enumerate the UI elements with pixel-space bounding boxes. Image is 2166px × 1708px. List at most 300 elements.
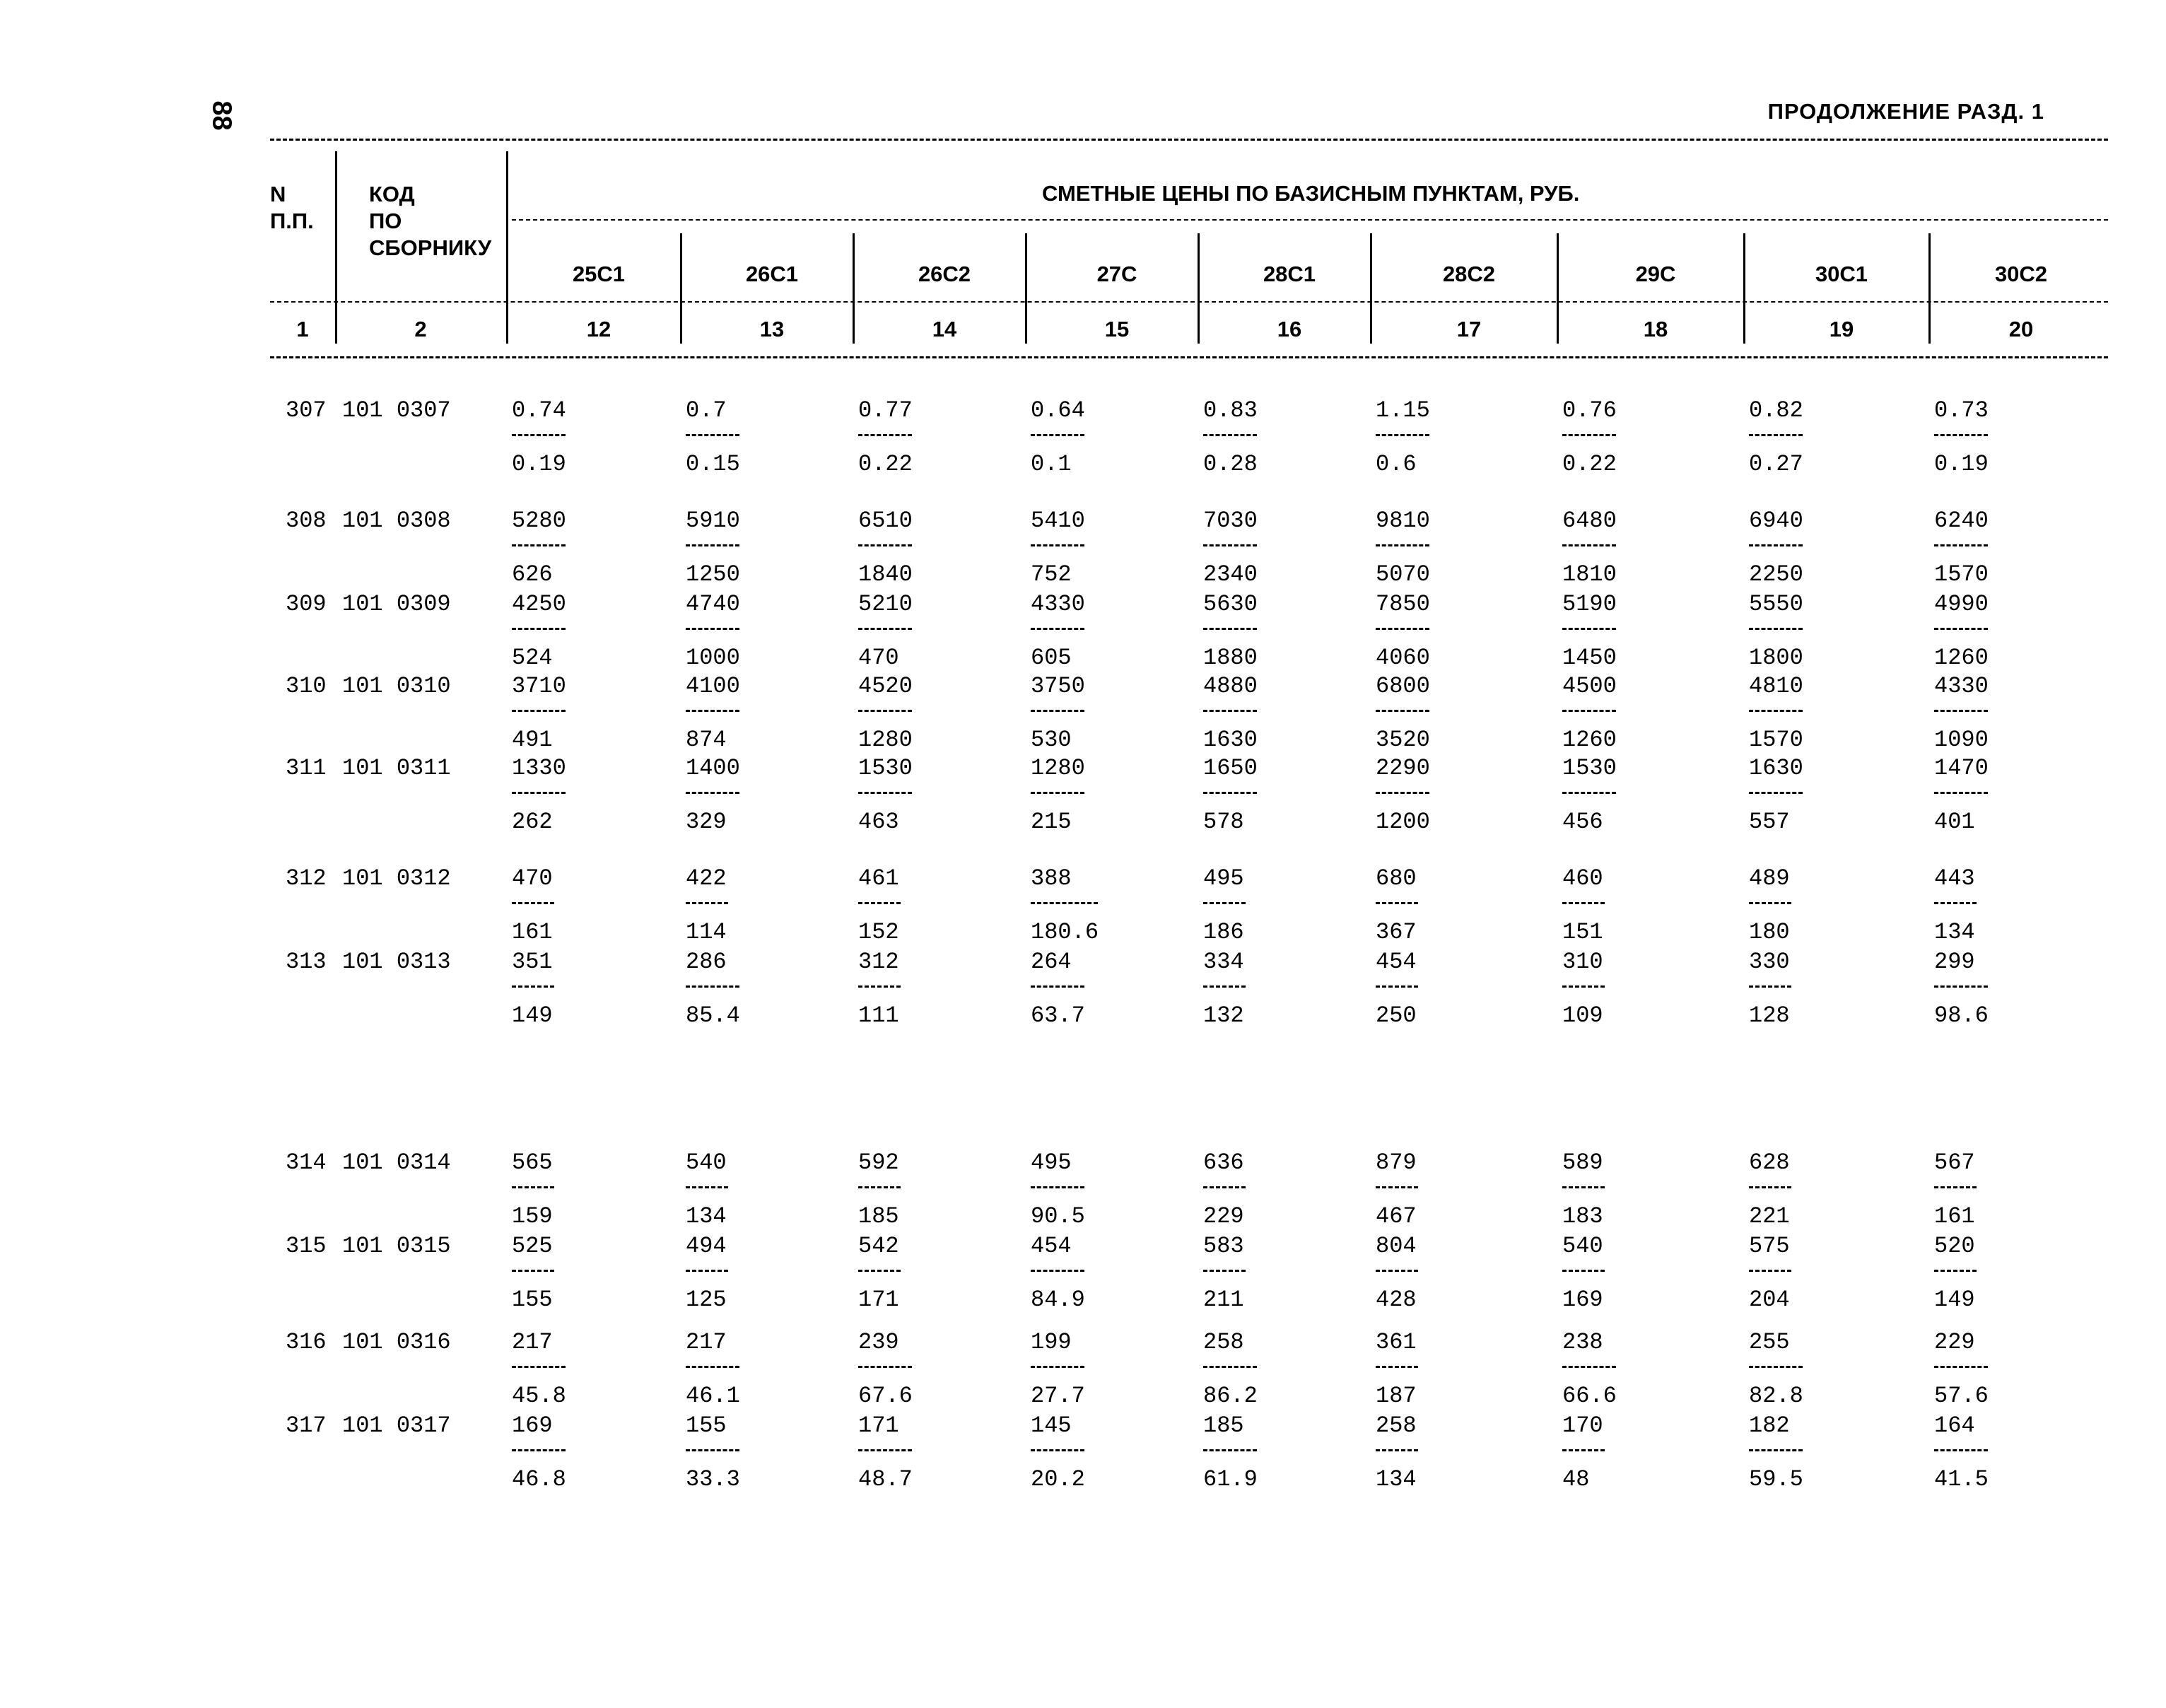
price-bottom: 46.1: [686, 1383, 740, 1409]
price-bottom: 134: [1934, 919, 1975, 945]
price-bottom: 1260: [1562, 727, 1617, 753]
fraction-line: [1376, 1186, 1418, 1188]
price-top: 470: [512, 865, 553, 891]
price-top: 217: [512, 1329, 553, 1355]
header-col-code-text: КОД ПО СБОРНИКУ: [369, 182, 492, 260]
price-top: 164: [1934, 1412, 1975, 1439]
price-bottom: 1810: [1562, 561, 1617, 587]
price-bottom: 149: [1934, 1287, 1975, 1313]
price-top: 4500: [1562, 673, 1617, 699]
header-point: 25С1: [572, 262, 626, 286]
row-code: 101 0310: [342, 673, 451, 699]
price-bottom: 84.9: [1031, 1287, 1085, 1313]
row-number: 317: [286, 1412, 327, 1439]
header-point: 30С1: [1815, 262, 1868, 286]
price-top: 4880: [1203, 673, 1258, 699]
price-bottom: 59.5: [1749, 1466, 1803, 1492]
row-code: 101 0317: [342, 1412, 451, 1439]
row-code: 101 0308: [342, 508, 451, 534]
fraction-line: [686, 1270, 728, 1272]
price-bottom: 1250: [686, 561, 740, 587]
fraction-line: [858, 434, 912, 436]
price-top: 4330: [1934, 673, 1989, 699]
fraction-line: [512, 544, 566, 546]
fraction-line: [1031, 1366, 1084, 1368]
price-top: 4740: [686, 591, 740, 617]
fraction-line: [686, 902, 728, 904]
row-number: 311: [286, 755, 327, 781]
price-top: 6940: [1749, 508, 1803, 534]
header-column-number: 12: [586, 317, 611, 341]
fraction-line: [1749, 1270, 1791, 1272]
price-top: 592: [858, 1150, 899, 1176]
price-top: 567: [1934, 1150, 1975, 1176]
price-bottom: 0.19: [512, 451, 566, 477]
price-top: 229: [1934, 1329, 1975, 1355]
price-bottom: 467: [1376, 1203, 1417, 1229]
price-bottom: 0.15: [686, 451, 740, 477]
price-top: 4100: [686, 673, 740, 699]
price-bottom: 530: [1031, 727, 1072, 753]
fraction-line: [858, 902, 901, 904]
fraction-line: [686, 1449, 739, 1451]
price-top: 804: [1376, 1233, 1417, 1259]
price-top: 680: [1376, 865, 1417, 891]
price-top: 5210: [858, 591, 913, 617]
fraction-line: [1031, 434, 1084, 436]
header-column-number: 19: [1829, 317, 1854, 341]
fraction-line: [686, 710, 739, 712]
price-bottom: 1090: [1934, 727, 1989, 753]
price-bottom: 114: [686, 919, 727, 945]
price-top: 565: [512, 1150, 553, 1176]
row-number: 310: [286, 673, 327, 699]
price-top: 238: [1562, 1329, 1603, 1355]
price-bottom: 215: [1031, 809, 1072, 835]
price-bottom: 1570: [1934, 561, 1989, 587]
price-bottom: 1630: [1203, 727, 1258, 753]
fraction-line: [1562, 902, 1605, 904]
price-bottom: 1880: [1203, 645, 1258, 671]
fraction-line: [1934, 1449, 1988, 1451]
price-top: 4990: [1934, 591, 1989, 617]
price-top: 1400: [686, 755, 740, 781]
fraction-line: [1934, 544, 1988, 546]
price-bottom: 161: [512, 919, 553, 945]
row-code: 101 0307: [342, 397, 451, 423]
fraction-line: [1749, 1186, 1791, 1188]
price-bottom: 0.1: [1031, 451, 1072, 477]
price-top: 4810: [1749, 673, 1803, 699]
price-top: 4330: [1031, 591, 1085, 617]
price-bottom: 0.22: [858, 451, 913, 477]
fraction-line: [858, 544, 912, 546]
prices-title-rule: [512, 219, 2108, 221]
row-code: 101 0311: [342, 755, 451, 781]
price-top: 217: [686, 1329, 727, 1355]
fraction-line: [1562, 710, 1616, 712]
price-bottom: 125: [686, 1287, 727, 1313]
price-top: 3750: [1031, 673, 1085, 699]
price-bottom: 2250: [1749, 561, 1803, 587]
fraction-line: [512, 434, 566, 436]
fraction-line: [1203, 544, 1257, 546]
price-bottom: 578: [1203, 809, 1244, 835]
fraction-line: [858, 628, 912, 630]
price-bottom: 169: [1562, 1287, 1603, 1313]
price-bottom: 98.6: [1934, 1002, 1989, 1029]
price-bottom: 0.6: [1376, 451, 1417, 477]
price-bottom: 524: [512, 645, 553, 671]
price-bottom: 45.8: [512, 1383, 566, 1409]
price-bottom: 41.5: [1934, 1466, 1989, 1492]
fraction-line: [1562, 544, 1616, 546]
price-top: 3710: [512, 673, 566, 699]
fraction-line: [1562, 1270, 1605, 1272]
row-number: 314: [286, 1150, 327, 1176]
price-top: 334: [1203, 949, 1244, 975]
fraction-line: [1031, 1449, 1084, 1451]
header-column-number: 17: [1456, 317, 1482, 341]
price-top: 5910: [686, 508, 740, 534]
price-bottom: 1280: [858, 727, 913, 753]
price-bottom: 161: [1934, 1203, 1975, 1229]
price-bottom: 61.9: [1203, 1466, 1258, 1492]
fraction-line: [858, 985, 901, 988]
price-top: 1530: [1562, 755, 1617, 781]
price-top: 351: [512, 949, 553, 975]
fraction-line: [1203, 985, 1246, 988]
price-top: 310: [1562, 949, 1603, 975]
price-bottom: 151: [1562, 919, 1603, 945]
price-top: 1650: [1203, 755, 1258, 781]
price-top: 494: [686, 1233, 727, 1259]
fraction-line: [1203, 1449, 1257, 1451]
fraction-line: [1203, 434, 1257, 436]
row-number: 308: [286, 508, 327, 534]
price-top: 879: [1376, 1150, 1417, 1176]
price-top: 1.15: [1376, 397, 1430, 423]
header-column-number: 18: [1643, 317, 1668, 341]
price-bottom: 211: [1203, 1287, 1244, 1313]
fraction-line: [1376, 902, 1418, 904]
fraction-line: [1031, 1186, 1084, 1188]
row-code: 101 0313: [342, 949, 451, 975]
price-top: 1280: [1031, 755, 1085, 781]
price-top: 525: [512, 1233, 553, 1259]
fraction-line: [1562, 1366, 1616, 1368]
header-column-number: 2: [414, 317, 427, 341]
price-bottom: 557: [1749, 809, 1790, 835]
price-top: 575: [1749, 1233, 1790, 1259]
price-top: 583: [1203, 1233, 1244, 1259]
header-column-number: 14: [932, 317, 957, 341]
price-bottom: 111: [858, 1002, 899, 1029]
price-bottom: 874: [686, 727, 727, 753]
price-top: 312: [858, 949, 899, 975]
header-col-n: [270, 181, 314, 235]
column-separator: [506, 151, 508, 344]
price-bottom: 90.5: [1031, 1203, 1085, 1229]
fraction-line: [686, 1186, 728, 1188]
price-top: 264: [1031, 949, 1072, 975]
price-bottom: 183: [1562, 1203, 1603, 1229]
fraction-line: [1934, 1186, 1977, 1188]
fraction-line: [686, 628, 739, 630]
header-point: 29С: [1635, 262, 1676, 286]
header-column-number: 13: [759, 317, 785, 341]
row-code: 101 0315: [342, 1233, 451, 1259]
price-top: 7030: [1203, 508, 1258, 534]
price-top: 628: [1749, 1150, 1790, 1176]
fraction-line: [1934, 628, 1988, 630]
header-point: 28С2: [1442, 262, 1496, 286]
header-point: 26С2: [918, 262, 971, 286]
price-top: 169: [512, 1412, 553, 1439]
price-top: 0.82: [1749, 397, 1803, 423]
fraction-line: [1203, 1366, 1257, 1368]
fraction-line: [512, 710, 566, 712]
price-top: 0.76: [1562, 397, 1617, 423]
price-bottom: 428: [1376, 1287, 1417, 1313]
fraction-line: [858, 710, 912, 712]
price-top: 299: [1934, 949, 1975, 975]
page-number: 88: [206, 100, 237, 131]
price-bottom: 27.7: [1031, 1383, 1085, 1409]
fraction-line: [686, 985, 739, 988]
row-code: 101 0314: [342, 1150, 451, 1176]
price-bottom: 149: [512, 1002, 553, 1029]
price-top: 1470: [1934, 755, 1989, 781]
price-top: 5630: [1203, 591, 1258, 617]
header-point: 27С: [1096, 262, 1137, 286]
fraction-line: [858, 1270, 901, 1272]
price-top: 589: [1562, 1150, 1603, 1176]
price-top: 0.7: [686, 397, 727, 423]
fraction-line: [1376, 544, 1429, 546]
fraction-line: [686, 544, 739, 546]
price-top: 443: [1934, 865, 1975, 891]
price-bottom: 152: [858, 919, 899, 945]
fraction-line: [1934, 1366, 1988, 1368]
price-bottom: 57.6: [1934, 1383, 1989, 1409]
fraction-line: [1203, 1186, 1246, 1188]
price-bottom: 46.8: [512, 1466, 566, 1492]
price-bottom: 262: [512, 809, 553, 835]
header-point: 28С1: [1263, 262, 1316, 286]
price-bottom: 1260: [1934, 645, 1989, 671]
price-bottom: 229: [1203, 1203, 1244, 1229]
price-bottom: 155: [512, 1287, 553, 1313]
fraction-line: [1749, 1366, 1803, 1368]
fraction-line: [1031, 902, 1098, 904]
row-code: 101 0312: [342, 865, 451, 891]
fraction-line: [512, 628, 566, 630]
price-bottom: 180: [1749, 919, 1790, 945]
header-top-rule: [270, 139, 2108, 141]
price-top: 388: [1031, 865, 1072, 891]
price-bottom: 48.7: [858, 1466, 913, 1492]
price-top: 7850: [1376, 591, 1430, 617]
price-bottom: 20.2: [1031, 1466, 1085, 1492]
header-column-number: 1: [296, 317, 309, 341]
fraction-line: [1562, 985, 1605, 988]
fraction-line: [1031, 710, 1084, 712]
row-code: 101 0309: [342, 591, 451, 617]
row-number: 307: [286, 397, 327, 423]
fraction-line: [1934, 1270, 1977, 1272]
row-number: 313: [286, 949, 327, 975]
fraction-line: [512, 1186, 554, 1188]
price-bottom: 180.6: [1031, 919, 1099, 945]
fraction-line: [1749, 1449, 1803, 1451]
price-bottom: 0.27: [1749, 451, 1803, 477]
price-top: 330: [1749, 949, 1790, 975]
fraction-line: [512, 902, 554, 904]
price-top: 422: [686, 865, 727, 891]
price-bottom: 66.6: [1562, 1383, 1617, 1409]
price-top: 540: [1562, 1233, 1603, 1259]
price-bottom: 185: [858, 1203, 899, 1229]
price-bottom: 33.3: [686, 1466, 740, 1492]
price-top: 520: [1934, 1233, 1975, 1259]
continuation-label: ПРОДОЛЖЕНИЕ РАЗД. 1: [1767, 99, 2044, 124]
fraction-line: [1376, 792, 1429, 794]
fraction-line: [1562, 434, 1616, 436]
fraction-line: [686, 792, 739, 794]
price-bottom: 1800: [1749, 645, 1803, 671]
price-bottom: 401: [1934, 809, 1975, 835]
price-bottom: 67.6: [858, 1383, 913, 1409]
price-top: 0.77: [858, 397, 913, 423]
fraction-line: [512, 1270, 554, 1272]
price-bottom: 159: [512, 1203, 553, 1229]
fraction-line: [1934, 792, 1988, 794]
fraction-line: [858, 1366, 912, 1368]
header-column-number: 20: [2008, 317, 2034, 341]
row-number: 316: [286, 1329, 327, 1355]
price-bottom: 82.8: [1749, 1383, 1803, 1409]
fraction-line: [1749, 544, 1803, 546]
price-bottom: 605: [1031, 645, 1072, 671]
price-bottom: 63.7: [1031, 1002, 1085, 1029]
price-bottom: 329: [686, 809, 727, 835]
fraction-line: [1562, 1449, 1605, 1451]
price-top: 495: [1203, 865, 1244, 891]
price-bottom: 1200: [1376, 809, 1430, 835]
price-top: 454: [1376, 949, 1417, 975]
price-bottom: 128: [1749, 1002, 1790, 1029]
price-top: 4250: [512, 591, 566, 617]
price-top: 239: [858, 1329, 899, 1355]
price-bottom: 48: [1562, 1466, 1590, 1492]
price-top: 2290: [1376, 755, 1430, 781]
fraction-line: [512, 985, 554, 988]
fraction-line: [1031, 1270, 1084, 1272]
fraction-line: [1749, 710, 1803, 712]
price-top: 0.64: [1031, 397, 1085, 423]
fraction-line: [1934, 985, 1988, 988]
header-point: 30С2: [1994, 262, 2048, 286]
fraction-line: [858, 1449, 912, 1451]
price-bottom: 4060: [1376, 645, 1430, 671]
price-bottom: 134: [686, 1203, 727, 1229]
fraction-line: [1203, 902, 1246, 904]
fraction-line: [1376, 710, 1429, 712]
price-top: 1530: [858, 755, 913, 781]
fraction-line: [1031, 792, 1084, 794]
fraction-line: [1376, 628, 1429, 630]
price-top: 495: [1031, 1150, 1072, 1176]
fraction-line: [512, 1366, 566, 1368]
price-bottom: 456: [1562, 809, 1603, 835]
price-bottom: 3520: [1376, 727, 1430, 753]
header-col-code: [369, 181, 491, 262]
price-bottom: 86.2: [1203, 1383, 1258, 1409]
price-top: 182: [1749, 1412, 1790, 1439]
price-bottom: 187: [1376, 1383, 1417, 1409]
price-top: 5280: [512, 508, 566, 534]
fraction-line: [686, 434, 739, 436]
price-bottom: 5070: [1376, 561, 1430, 587]
fraction-line: [512, 792, 566, 794]
price-top: 0.83: [1203, 397, 1258, 423]
fraction-line: [1749, 434, 1803, 436]
price-bottom: 2340: [1203, 561, 1258, 587]
price-top: 454: [1031, 1233, 1072, 1259]
price-top: 199: [1031, 1329, 1072, 1355]
price-top: 6800: [1376, 673, 1430, 699]
price-top: 6480: [1562, 508, 1617, 534]
price-top: 145: [1031, 1412, 1072, 1439]
price-top: 636: [1203, 1150, 1244, 1176]
price-bottom: 0.22: [1562, 451, 1617, 477]
fraction-line: [858, 792, 912, 794]
fraction-line: [1203, 710, 1257, 712]
price-top: 6240: [1934, 508, 1989, 534]
price-bottom: 221: [1749, 1203, 1790, 1229]
fraction-line: [1376, 1366, 1418, 1368]
fraction-line: [1376, 434, 1429, 436]
price-top: 5190: [1562, 591, 1617, 617]
price-top: 460: [1562, 865, 1603, 891]
row-number: 315: [286, 1233, 327, 1259]
price-bottom: 1570: [1749, 727, 1803, 753]
price-bottom: 186: [1203, 919, 1244, 945]
price-bottom: 626: [512, 561, 553, 587]
price-top: 170: [1562, 1412, 1603, 1439]
fraction-line: [1376, 1449, 1418, 1451]
header-point: 26С1: [745, 262, 799, 286]
price-bottom: 463: [858, 809, 899, 835]
price-top: 5550: [1749, 591, 1803, 617]
price-top: 361: [1376, 1329, 1417, 1355]
price-top: 185: [1203, 1412, 1244, 1439]
header-column-number: 15: [1104, 317, 1130, 341]
price-bottom: 134: [1376, 1466, 1417, 1492]
fraction-line: [1749, 628, 1803, 630]
fraction-line: [1031, 628, 1084, 630]
fraction-line: [1749, 902, 1791, 904]
price-top: 1630: [1749, 755, 1803, 781]
price-bottom: 491: [512, 727, 553, 753]
fraction-line: [1203, 628, 1257, 630]
price-top: 171: [858, 1412, 899, 1439]
price-top: 6510: [858, 508, 913, 534]
fraction-line: [1562, 628, 1616, 630]
row-number: 312: [286, 865, 327, 891]
price-bottom: 85.4: [686, 1002, 740, 1029]
